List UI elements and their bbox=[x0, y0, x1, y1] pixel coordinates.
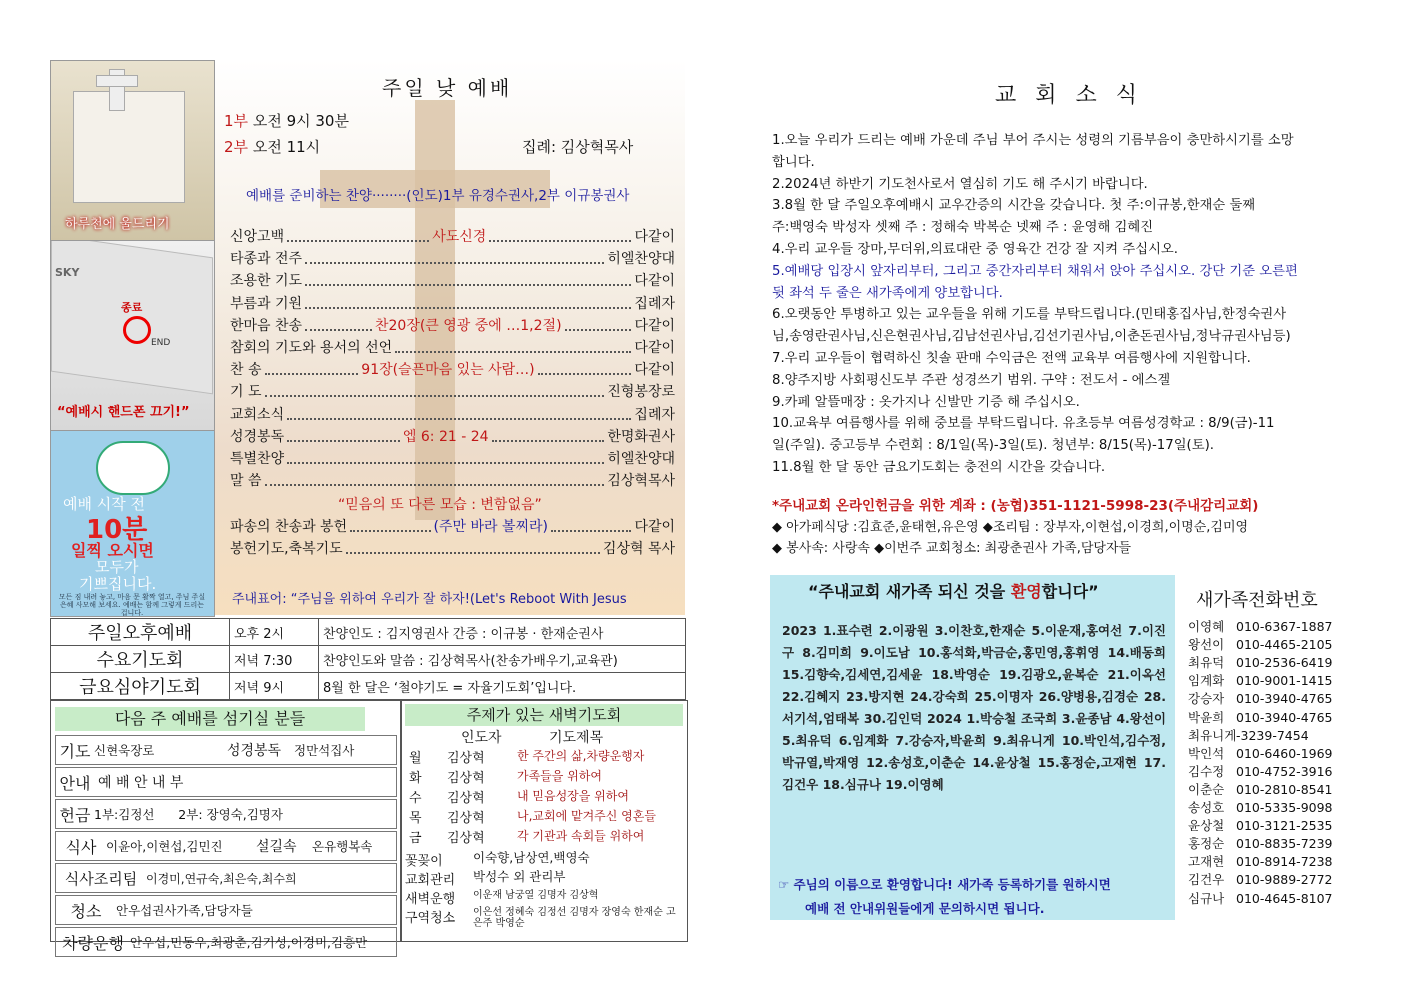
power-icon bbox=[123, 316, 151, 344]
phone-number: 010-3121-2535 bbox=[1236, 818, 1333, 834]
misc-label: 새벽운행 bbox=[405, 892, 456, 907]
phone-name: 최유덕 bbox=[1188, 655, 1225, 671]
order-row bbox=[230, 381, 675, 401]
phone-number: 010-4465-2105 bbox=[1236, 637, 1333, 653]
leader-dots bbox=[551, 530, 631, 532]
early-arrival-poster bbox=[50, 430, 215, 617]
order-detail: 91장(슬픈마음 있는 사람…) bbox=[361, 362, 535, 379]
order-label: 교회소식 bbox=[230, 406, 285, 423]
service1-time: 오전 9시 30분 bbox=[252, 112, 349, 130]
order-row bbox=[230, 359, 675, 379]
dawn-header-leader: 인도자 bbox=[461, 730, 502, 746]
phone-row bbox=[1188, 889, 1333, 907]
order-row bbox=[230, 315, 675, 335]
dawn-leader: 김상혁 bbox=[447, 831, 485, 846]
bible-person: 정만석집사 bbox=[294, 743, 355, 758]
poster-line5: 기쁘집니다. bbox=[79, 575, 157, 593]
order-leader: 히엘찬양대 bbox=[607, 251, 675, 268]
dawn-day: 월 bbox=[409, 751, 422, 766]
welcome-note2: 예배 전 안내위원들에게 문의하시면 됩니다. bbox=[805, 901, 1045, 916]
meal-people: 이윤아,이현섭,김민진 bbox=[106, 839, 223, 854]
news-line: 뒷 좌석 두 줄은 새가족에게 양보합니다. bbox=[772, 285, 1003, 301]
order-label: 찬 송 bbox=[230, 362, 262, 379]
leader-dots bbox=[395, 351, 631, 353]
phone-number: 010-9889-2772 bbox=[1236, 872, 1333, 888]
guide-team: 예 배 안 내 부 bbox=[98, 775, 184, 791]
phone-row bbox=[1188, 689, 1333, 707]
order-label: 조용한 기도 bbox=[230, 273, 303, 290]
order-row bbox=[230, 470, 675, 490]
order-row bbox=[230, 248, 675, 268]
servers-title: 다음 주 예배를 섬기실 분들 bbox=[55, 707, 365, 731]
order-leader: 다같이 bbox=[634, 362, 675, 379]
service-desc: 찬양인도 : 김지영권사 간증 : 이규봉 · 한재순권사 bbox=[319, 619, 686, 646]
service1-num: 1부 bbox=[224, 112, 249, 130]
phone-name: 왕선이 bbox=[1188, 637, 1225, 653]
church-motto: 주내표어: “주님을 위하여 우리가 잘 하자!(Let's Reboot With Jesus bbox=[232, 592, 627, 607]
news-line: 2.2024년 하반기 기도천사로서 열심히 기도 해 주시기 바랍니다. bbox=[772, 176, 1148, 192]
end-label: 종료 bbox=[121, 301, 143, 314]
phone-number: -3239-7454 bbox=[1236, 727, 1309, 743]
car-label: 차량운행 bbox=[62, 933, 124, 953]
agape-info: ◆ 아가페식당 :김효준,윤태현,유은영 ◆조리팀 : 장부자,이현섭,이경희,이명순,김미영 bbox=[772, 520, 1249, 535]
order-row bbox=[230, 516, 675, 536]
officiant: 집례: 김상혁목사 bbox=[522, 138, 634, 156]
leader-dots bbox=[265, 484, 605, 486]
phone-number: 010-6460-1969 bbox=[1236, 745, 1333, 761]
phone-row bbox=[1188, 780, 1333, 798]
news-line: 4.우리 교우들 장마,무더위,의료대란 중 영육간 건강 잘 지켜 주십시오. bbox=[772, 242, 1178, 257]
phone-row bbox=[1188, 671, 1333, 689]
order-label: 한마음 찬송 bbox=[230, 317, 303, 334]
prayer-person: 신현욱장로 bbox=[94, 743, 155, 758]
clean-label: 청소 bbox=[70, 901, 102, 921]
leader-dots bbox=[287, 240, 429, 242]
end-en: END bbox=[151, 338, 171, 348]
misc-value: 이숙향,남상연,백영숙 bbox=[473, 850, 590, 865]
order-leader: 김상혁 목사 bbox=[602, 541, 675, 557]
leader-dots bbox=[305, 262, 604, 264]
order-label: 특별찬양 bbox=[230, 451, 285, 467]
phone-row bbox=[1188, 834, 1333, 852]
leader-dots bbox=[492, 440, 605, 442]
phone-name: 홍정순 bbox=[1188, 836, 1225, 852]
sermon-title: “믿음의 또 다른 모습 : 변함없음” bbox=[338, 497, 542, 513]
phone-name: 윤상철 bbox=[1188, 818, 1225, 834]
order-row bbox=[230, 538, 675, 558]
poster-line1: 예배 시작 전 bbox=[63, 495, 145, 513]
welcome-title-b: 환영 bbox=[1010, 582, 1042, 601]
dish-team: 온유행복속 bbox=[312, 839, 373, 854]
offering-box-photo bbox=[50, 60, 215, 242]
dawn-leader: 김상혁 bbox=[447, 791, 485, 806]
phone-row bbox=[1188, 653, 1333, 671]
service-row bbox=[51, 673, 686, 700]
misc-value: 이은선 정혜숙 김정선 김명자 장영숙 한재순 고은주 박영순 bbox=[473, 907, 676, 929]
phone-row bbox=[1188, 816, 1333, 834]
phone-name: 최유니게 bbox=[1188, 727, 1237, 743]
servers-panel bbox=[50, 700, 402, 953]
bible-label: 성경봉독 bbox=[226, 743, 282, 759]
order-detail: 찬20장(큰 영광 중에 …1,2절) bbox=[374, 317, 562, 334]
worship-title: 주일 낮 예배 bbox=[382, 76, 513, 100]
order-leader: 다같이 bbox=[634, 317, 676, 334]
dawn-day: 금 bbox=[409, 831, 422, 846]
order-label: 신앙고백 bbox=[230, 229, 285, 245]
leader-dots bbox=[265, 395, 605, 397]
prep-song: 예배를 준비하는 찬양········(인도)1부 유경수권사,2부 이규봉권사 bbox=[246, 188, 630, 204]
order-row bbox=[230, 226, 675, 246]
service-time: 오후 2시 bbox=[230, 619, 319, 646]
phone-name: 심규나 bbox=[1188, 890, 1225, 906]
phone-row bbox=[1188, 798, 1333, 816]
phone-number: 010-4645-8107 bbox=[1236, 890, 1333, 906]
dawn-title: 주제가 있는 새벽기도회 bbox=[405, 704, 683, 726]
leader-dots bbox=[305, 307, 631, 309]
order-leader: 한명화권사 bbox=[607, 428, 675, 445]
order-leader: 다같이 bbox=[634, 340, 675, 356]
welcome-note1: ☞ 주님의 이름으로 환영합니다! 새가족 등록하기를 원하시면 bbox=[778, 877, 1111, 892]
phone-row bbox=[1188, 762, 1333, 780]
news-line: 6.오랫동안 투병하고 있는 교우들을 위해 기도를 부탁드립니다.(민태홍집사님,한정숙권사 bbox=[772, 307, 1287, 323]
leader-dots bbox=[287, 418, 631, 420]
phone-name: 이영혜 bbox=[1188, 619, 1225, 634]
phone-number: 010-6367-1887 bbox=[1236, 619, 1333, 634]
dawn-leader: 김상혁 bbox=[447, 771, 485, 786]
leader-dots bbox=[305, 329, 372, 331]
news-line: 9.카페 알뜰매장 : 옷가지나 신발만 기증 해 주십시오. bbox=[772, 394, 1080, 410]
order-leader: 집례자 bbox=[634, 295, 675, 312]
dawn-header-topic: 기도제목 bbox=[549, 730, 604, 746]
dawn-prayer-panel bbox=[400, 700, 688, 942]
news-line: 7.우리 교우들이 협력하신 칫솔 판매 수익금은 전액 교육부 여름행사에 지원합니다. bbox=[772, 351, 1251, 366]
news-line: 11.8월 한 달 동안 금요기도회는 충전의 시간을 갖습니다. bbox=[772, 460, 1106, 475]
service2-num: 2부 bbox=[224, 138, 249, 156]
phone-number: 010-3940-4765 bbox=[1236, 709, 1333, 725]
phone-row bbox=[1188, 617, 1333, 635]
service-desc: 8월 한 달은 ‘철야기도 = 자율기도회’입니다. bbox=[319, 673, 686, 700]
poster-line2: 10분 bbox=[86, 515, 148, 545]
news-line: 1.오늘 우리가 드리는 예배 가운데 주님 부어 주시는 성령의 기름부음이 충만하시기를 소망 bbox=[772, 133, 1294, 148]
dawn-topic: 가족들을 위하여 bbox=[517, 769, 602, 783]
phone-name: 이춘순 bbox=[1188, 781, 1225, 797]
phone-name: 박윤희 bbox=[1188, 709, 1225, 725]
phone-off-image bbox=[50, 240, 215, 432]
phone-caption: “예배시 핸드폰 끄기!” bbox=[57, 405, 190, 420]
misc-value: 박성수 외 관리부 bbox=[473, 869, 566, 884]
offering-label: 헌금 bbox=[59, 805, 91, 825]
leader-dots bbox=[265, 373, 359, 375]
leader-dots bbox=[287, 440, 400, 442]
prayer-label: 기도 bbox=[59, 741, 91, 761]
service2-time: 오전 11시 bbox=[252, 138, 321, 156]
phone-number: 010-8835-7239 bbox=[1236, 836, 1333, 852]
phone-number: 010-8914-7238 bbox=[1236, 854, 1333, 870]
car-team: 안우섭,민동우,최광춘,김기성,이경미,김흥만 bbox=[130, 935, 368, 950]
phone-row bbox=[1188, 635, 1333, 653]
phone-name: 강승자 bbox=[1188, 691, 1225, 707]
cook-team: 이경미,연규숙,최은숙,최수희 bbox=[146, 871, 297, 886]
order-detail: (주만 바라 볼찌라) bbox=[433, 519, 549, 535]
order-leader: 다같이 bbox=[634, 519, 676, 535]
account-info: *주내교회 온라인헌금을 위한 계좌 : (농협)351-1121-5998-23(주내감리교회) bbox=[772, 498, 1259, 514]
poster-line4: 모두가 bbox=[95, 558, 139, 576]
order-row bbox=[230, 293, 675, 313]
phone-number: 010-2536-6419 bbox=[1236, 655, 1333, 671]
service-time: 저녁 7:30 bbox=[230, 646, 319, 673]
phone-number: 010-5335-9098 bbox=[1236, 800, 1333, 815]
welcome-title-a: “주내교회 새가족 되신 것을 bbox=[808, 582, 1011, 601]
order-detail: 엡 6: 21 - 24 bbox=[402, 428, 489, 445]
news-line: 주:백영숙 박성자 셋째 주 : 정해숙 박복순 넷째 주 : 윤영해 김혜진 bbox=[772, 220, 1154, 236]
phone-name: 박인석 bbox=[1188, 745, 1225, 761]
phone-row bbox=[1188, 870, 1333, 888]
misc-label: 꽃꽂이 bbox=[405, 854, 443, 869]
misc-label: 교회관리 bbox=[405, 873, 456, 888]
dawn-day: 목 bbox=[409, 811, 422, 826]
news-line: 5.예배당 입장시 앞자리부터, 그리고 중간자리부터 채워서 앉아 주십시오. 강단 기준 오른편 bbox=[772, 263, 1298, 279]
poster-small: 모든 짐 내려 놓고, 마음 문 활짝 열고, 주님 주실 은혜 사모해 보세요. 예배는 함께 그렇게 드리는 겁니다. bbox=[58, 593, 206, 617]
order-row bbox=[230, 448, 675, 468]
news-line: 3.8월 한 달 주일오후예배시 교우간증의 시간을 갖습니다. 첫 주:이규봉,한재순 둘째 bbox=[772, 198, 1256, 214]
order-label: 봉헌기도,축복기도 bbox=[230, 541, 343, 557]
service-time: 저녁 9시 bbox=[230, 673, 319, 700]
leader-dots bbox=[489, 240, 631, 242]
leader-dots bbox=[287, 462, 604, 464]
order-row bbox=[230, 270, 675, 290]
leader-dots bbox=[346, 552, 600, 554]
order-label: 타종과 전주 bbox=[230, 251, 303, 268]
volunteer-info: ◆ 봉사속: 사랑속 ◆이번주 교회청소: 최광춘권사 가족,담당자들 bbox=[772, 541, 1132, 556]
dish-label: 설길속 bbox=[256, 839, 297, 855]
meal-label: 식사 bbox=[65, 837, 97, 857]
phone-row bbox=[1188, 726, 1309, 744]
services-table bbox=[50, 618, 686, 700]
leader-dots bbox=[350, 530, 430, 532]
dawn-leader: 김상혁 bbox=[447, 751, 485, 766]
welcome-body: 2023 1.표수련 2.이광원 3.이찬호,한재순 5.이운재,홍여선 7.이진구 8.김미희 9.이도남 10.홍석화,박금순,홍민영,홍휘영 14.배동희 15.김향숙,김세연,김세윤 18.박영순 19.김광오,윤복순 21.이옥선 22.김혜지 23.방지현 24.강숙희 25.이명자 26.양병용,김경순 28.서기석,엄태복 30.김인덕 2024 1.박승철 조국희 3.윤종남 4.왕선이 5.최유덕 6.임계화 7.강승자,박윤희 9.최유니게 10.박인석,김수정,박규열,박재영 12.송성호,이춘순 14.윤상철 15.홍정순,고재현 17.김건우 18.심규나 19.이영혜 bbox=[782, 623, 1166, 792]
dawn-day: 화 bbox=[409, 771, 422, 786]
phone-name: 임계화 bbox=[1188, 673, 1225, 689]
phones-title: 새가족전화번호 bbox=[1196, 590, 1318, 611]
welcome-box bbox=[770, 575, 1175, 920]
misc-value: 이운재 남궁열 김명자 김상혁 bbox=[473, 890, 599, 901]
service-name: 수요기도회 bbox=[51, 646, 230, 673]
order-label: 말 씀 bbox=[230, 473, 262, 490]
phone-row bbox=[1188, 852, 1333, 870]
clock-icon bbox=[96, 441, 170, 495]
service-name: 금요심야기도회 bbox=[51, 673, 230, 700]
dawn-topic: 나,교회에 맡겨주신 영혼들 bbox=[517, 809, 656, 823]
leader-dots bbox=[305, 284, 631, 286]
service-row bbox=[51, 646, 686, 673]
poster-line3: 일찍 오시면 bbox=[71, 541, 154, 560]
phone-name: 김건우 bbox=[1188, 872, 1225, 888]
order-label: 파송의 찬송과 봉헌 bbox=[230, 519, 348, 535]
phone-row bbox=[1188, 708, 1333, 726]
dawn-leader: 김상혁 bbox=[447, 811, 485, 826]
leader-dots bbox=[565, 329, 632, 331]
order-label: 기 도 bbox=[230, 384, 262, 401]
phone-brand: SKY bbox=[55, 266, 80, 279]
order-label: 참회의 기도와 용서의 선언 bbox=[230, 340, 393, 356]
guide-label: 안내 bbox=[59, 773, 91, 793]
misc-label: 구역청소 bbox=[405, 911, 456, 926]
news-line: 10.교육부 여름행사를 위해 중보를 부탁드립니다. 유초등부 여름성경학교 : 8/9(금)-11 bbox=[772, 416, 1275, 432]
phone-number: 010-9001-1415 bbox=[1236, 673, 1333, 689]
service-name: 주일오후예배 bbox=[51, 619, 230, 646]
cook-label: 식사조리팀 bbox=[64, 869, 138, 888]
phone-row bbox=[1188, 744, 1333, 762]
phone-number: 010-4752-3916 bbox=[1236, 763, 1333, 779]
dawn-day: 수 bbox=[409, 791, 422, 806]
service-desc: 찬양인도와 말씀 : 김상혁목사(찬송가배우기,교육관) bbox=[319, 646, 686, 673]
order-row bbox=[230, 337, 675, 357]
order-leader: 진형봉장로 bbox=[607, 384, 675, 401]
news-line: 합니다. bbox=[772, 154, 815, 170]
news-title: 교 회 소 식 bbox=[995, 83, 1143, 108]
dawn-topic: 각 기관과 속회들 위하여 bbox=[517, 829, 645, 843]
order-leader: 다같이 bbox=[634, 273, 675, 290]
leader-dots bbox=[538, 373, 632, 375]
order-label: 부름과 기원 bbox=[230, 295, 303, 312]
order-leader: 다같이 bbox=[634, 229, 676, 245]
phone-number: 010-3940-4765 bbox=[1236, 691, 1333, 707]
order-label: 성경봉독 bbox=[230, 428, 285, 445]
order-leader: 김상혁목사 bbox=[607, 473, 675, 490]
phone-name: 김수정 bbox=[1188, 763, 1225, 779]
order-leader: 히엘찬양대 bbox=[607, 451, 675, 467]
news-line: 8.양주지방 사회평신도부 주관 성경쓰기 범위. 구약 : 전도서 - 에스겔 bbox=[772, 372, 1171, 388]
news-line: 일(주일). 중고등부 수련회 : 8/1일(목)-3일(토). 청년부: 8/15(목)-17일(토). bbox=[772, 438, 1215, 454]
photo-caption: 하루천에 울드리기 bbox=[65, 217, 170, 232]
order-leader: 집례자 bbox=[634, 406, 675, 423]
phone-name: 고재현 bbox=[1188, 854, 1225, 870]
phone-number: 010-2810-8541 bbox=[1236, 781, 1333, 797]
order-row bbox=[230, 426, 675, 446]
offering-people: 1부:김정선 2부: 장영숙,김명자 bbox=[94, 807, 283, 822]
dawn-topic: 내 믿음성장을 위하여 bbox=[517, 789, 629, 803]
welcome-title-c: 합니다” bbox=[1041, 582, 1099, 601]
phone-name: 송성호 bbox=[1188, 800, 1225, 815]
service-row bbox=[51, 619, 686, 646]
dawn-topic: 한 주간의 삶,차량운행자 bbox=[517, 749, 645, 763]
order-row bbox=[230, 404, 675, 424]
order-detail: 사도신경 bbox=[432, 229, 487, 245]
news-line: 님,송영란권사님,신은현권사님,김남선권사님,김선기권사님,이춘돈권사님,정낙규권사님등) bbox=[772, 329, 1291, 345]
clean-team: 안우섭권사가족,담당자들 bbox=[116, 903, 253, 918]
